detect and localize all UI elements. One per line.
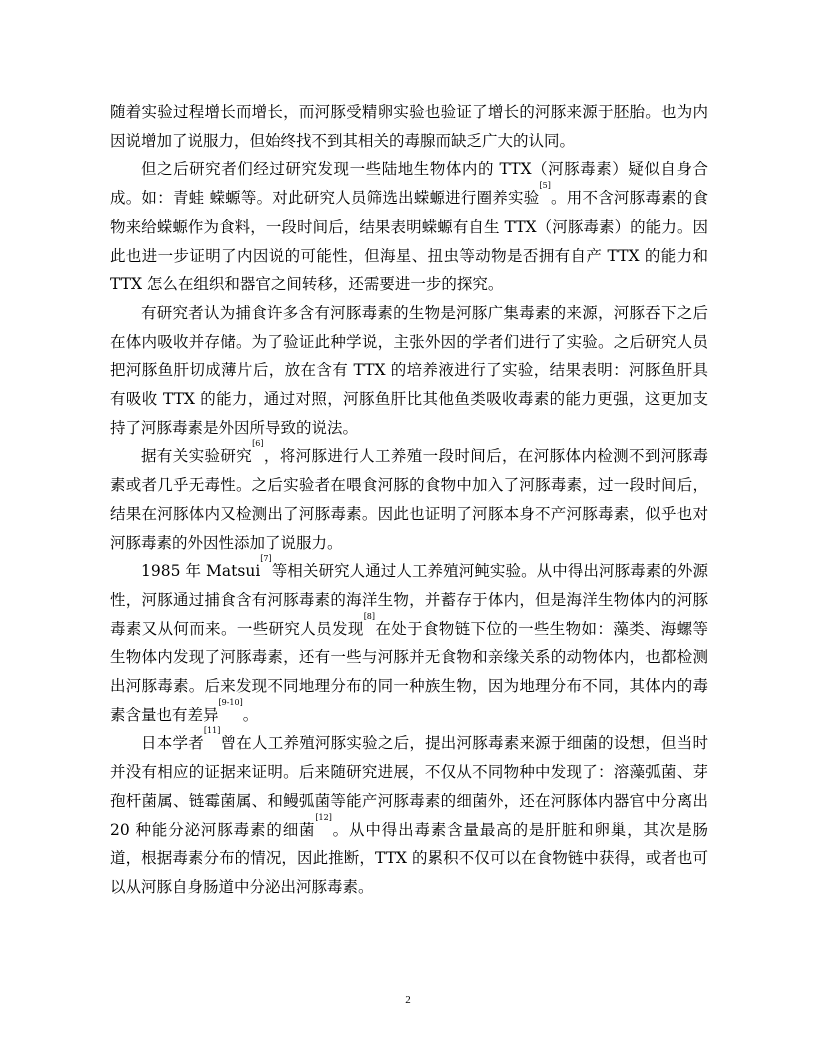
paragraph-p2 xyxy=(110,299,708,443)
citation-ref: [5] xyxy=(539,181,551,191)
citation-ref: [11] xyxy=(203,726,221,736)
paragraph-p1 xyxy=(110,155,708,299)
citation-ref: [6] xyxy=(252,439,264,449)
paragraph-p3 xyxy=(110,439,708,557)
paragraph-text: 。用不含河豚毒素的食物来给蝾螈作为食料，一段时间后，结果表明蝾螈有自生 TTX（河豚毒素）的能力。因此也进一步证明了内因说的可能性，但海星、扭虫等动物是否拥有自产 TTX 的能力和 TTX 怎么在组织和器官之间转移，还需要进一步的探究。 xyxy=(110,189,708,294)
paragraph-text: 据有关实验研究 xyxy=(141,447,253,466)
paragraph-text: 1985 年 Matsui xyxy=(141,562,261,581)
citation-ref: [12] xyxy=(315,812,332,822)
citation-ref: [9-10] xyxy=(218,697,243,707)
citation-ref: [7] xyxy=(260,554,272,564)
paragraph-text: 但之后研究者们经过研究发现一些陆地生物体内的 TTX（河豚毒素）疑似自身合成。如：青蛙 蝾螈等。对此研究人员筛选出蝾螈进行圈养实验 xyxy=(110,160,708,208)
paragraph-text: 随着实验过程增长而增长，而河豚受精卵实验也验证了增长的河豚来源于胚胎。也为内因说增加了说服力，但始终找不到其相关的毒腺而缺乏广大的认同。 xyxy=(110,103,708,150)
paragraph-p4 xyxy=(110,554,708,729)
paragraph-text: 。 xyxy=(242,705,259,724)
citation-ref: [8] xyxy=(363,611,376,621)
paragraph-text: 有研究者认为捕食许多含有河豚毒素的生物是河豚广集毒素的来源，河豚吞下之后在体内吸收并存储。为了验证此种学说，主张外因的学者们进行了实验。之后研究人员把河豚鱼肝切成薄片后，放在含有 TTX 的培养液进行了实验，结果表明：河豚鱼肝具有吸收 TTX 的能力，通过对照，河豚鱼肝比其他鱼类吸收毒素的能力更强，这更加支持了河豚毒素是外因所导致的说法。 xyxy=(110,303,708,437)
paragraph-text: ，将河豚进行人工养殖一段时间后，在河豚体内检测不到河豚毒素或者几乎无毒性。之后实验者在喂食河豚的食物中加入了河豚毒素，过一段时间后，结果在河豚体内又检测出了河豚毒素。因此也证明了河豚本身不产河豚毒素，似乎也对河豚毒素的外因性添加了说服力。 xyxy=(110,447,708,552)
document-body xyxy=(110,98,708,902)
paragraph-text: 曾在人工养殖河豚实验之后，提出河豚毒素来源于细菌的设想，但当时并没有相应的证据来证明。后来随研究进展，不仅从不同物种中发现了：溶藻弧菌、芽孢杆菌属、链霉菌属、和鳗弧菌等能产河豚毒素的细菌外，还在河豚体内器官中分离出 20 种能分泌河豚毒素的细菌 xyxy=(110,734,708,839)
paragraph-text: 日本学者 xyxy=(141,734,204,753)
paragraph-text: 在处于食物链下位的一些生物如：藻类、海螺等生物体内发现了河豚毒素，还有一些与河豚并无食物和亲缘关系的动物体内，也都检测出河豚毒素。后来发现不同地理分布的同一种族生物，因为地理分布不同，其体内的毒素含量也有差异 xyxy=(110,619,708,724)
paragraph-text: 等相关研究人通过人工养殖河鲀实验。从中得出河豚毒素的外源性，河豚通过捕食含有河豚毒素的海洋生物，并蓄存于体内，但是海洋生物体内的河豚毒素又从何而来。一些研究人员发现 xyxy=(110,562,708,638)
page-number: 2 xyxy=(405,994,411,1006)
paragraph-p0 xyxy=(110,98,708,155)
paragraph-p5 xyxy=(110,726,708,901)
paragraph-text: 。从中得出毒素含量最高的是肝脏和卵巢，其次是肠道，根据毒素分布的情况，因此推断，TTX 的累积不仅可以在食物链中获得，或者也可以从河豚自身肠道中分泌出河豚毒素。 xyxy=(110,820,708,896)
